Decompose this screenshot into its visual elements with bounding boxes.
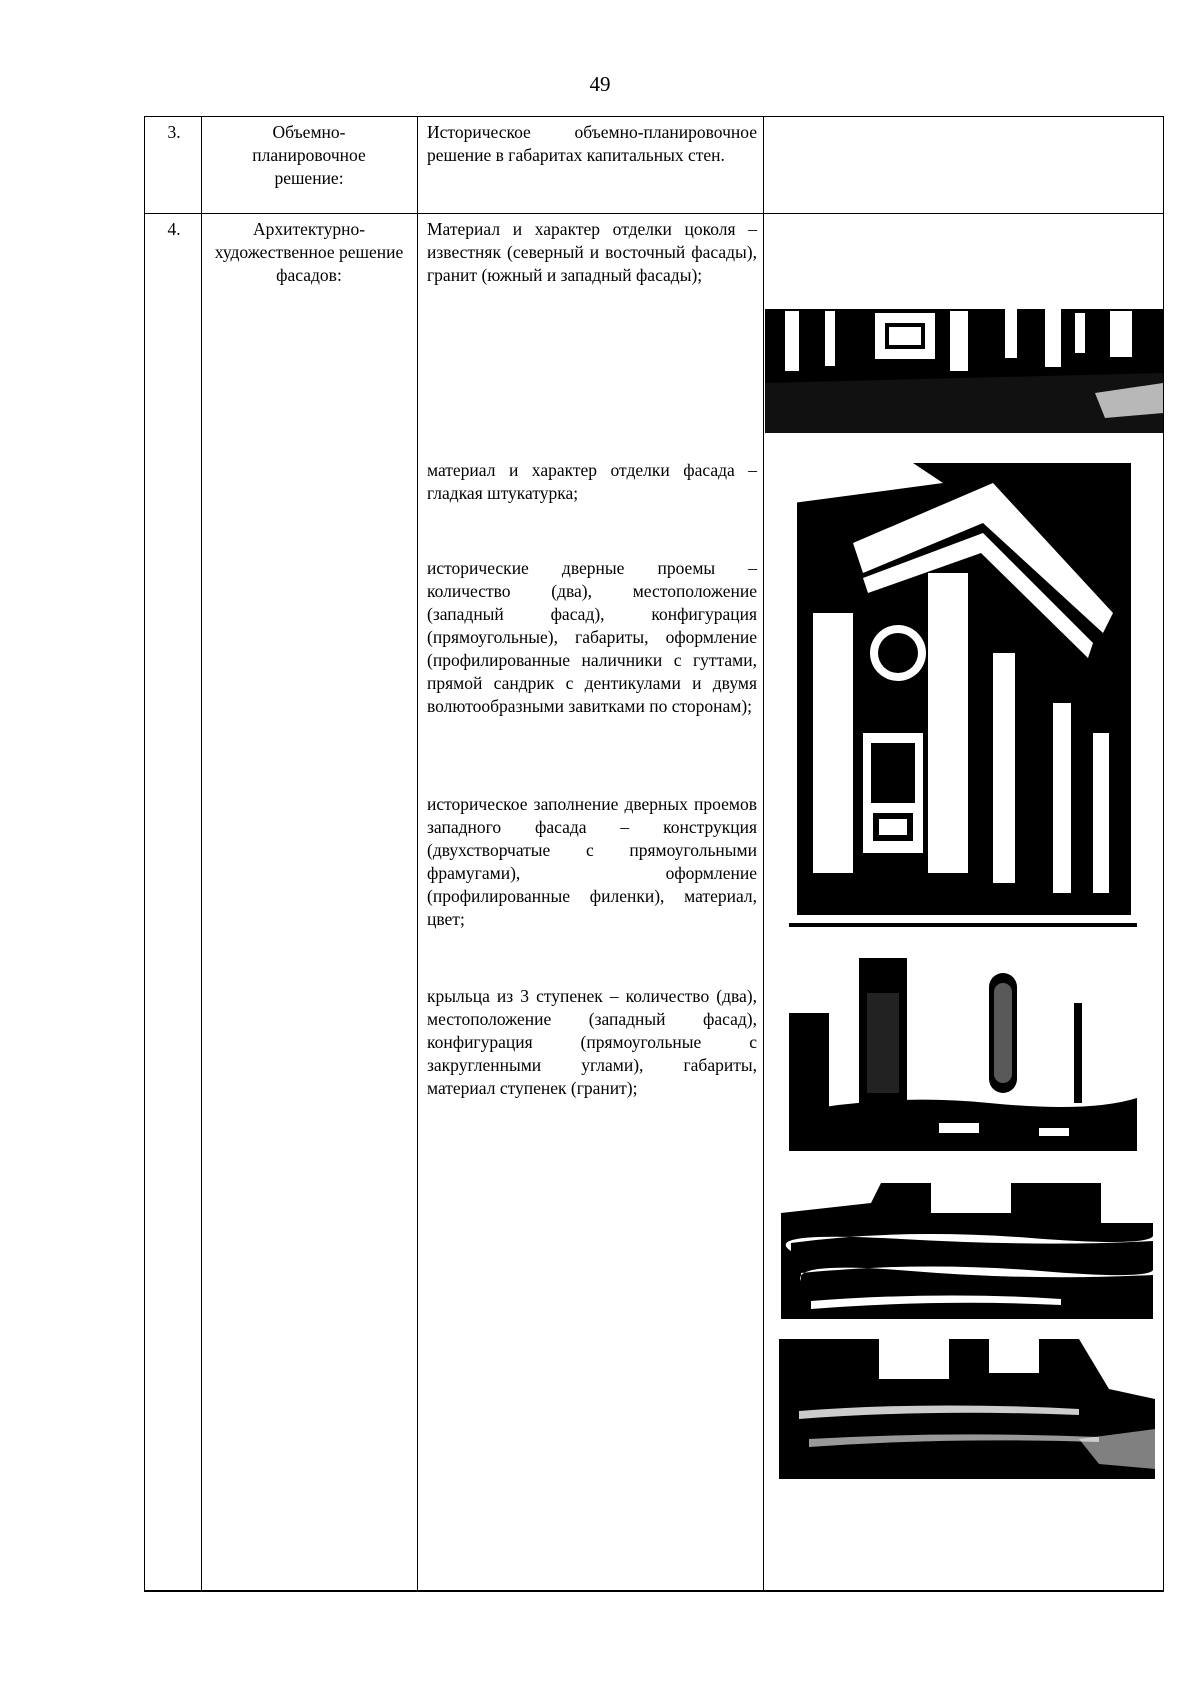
row-divider (145, 213, 1163, 214)
heritage-table (144, 116, 1164, 1592)
row-4-item-door-fill: историческое заполнение дверных проемов западного фасада – конструкция (двухстворчатые с прямоугольными фрамугами), оформление (профилированные филенки), материал, цвет; (427, 794, 757, 929)
facade-corner-photo (793, 463, 1131, 915)
row-4-number: 4. (167, 219, 181, 239)
door-photo (789, 923, 1137, 1151)
row-3-name: Объемно-планировочное решение: (252, 122, 366, 188)
porch-photo-2 (779, 1339, 1155, 1479)
row-4-item-plaster: материал и характер отделки фасада – гладкая штукатурка; (427, 460, 757, 503)
row-4-item-porches: крыльца из 3 ступенек – количество (два), местоположение (западный фасад), конфигурация (прямоугольные с закругленными углами), габариты, материал ступенек (гранит); (427, 986, 757, 1098)
row-4-name: Архитектурно-художественное решение фасадов: (214, 219, 404, 285)
row-4-item-doorways: исторические дверные проемы – количество (два), местоположение (западный фасад), конфигурация (прямоугольные), габариты, оформление (профилированные наличники с гуттами, прямой сандрик с дентикулами и двумя волютообразными завитками по сторонам); (427, 558, 757, 716)
row-3-description: Историческое объемно-планировочное решение в габаритах капитальных стен. (427, 122, 757, 165)
porch-photo-1 (781, 1183, 1153, 1319)
row-4-item-plinth: Материал и характер отделки цоколя – известняк (северный и восточный фасады), гранит (южный и западный фасады); (427, 219, 757, 285)
column-divider (201, 117, 202, 1590)
column-divider (763, 117, 764, 1590)
page-number: 49 (589, 72, 611, 96)
plinth-photo (765, 303, 1163, 433)
row-3-number: 3. (167, 122, 181, 142)
column-divider (417, 117, 418, 1590)
